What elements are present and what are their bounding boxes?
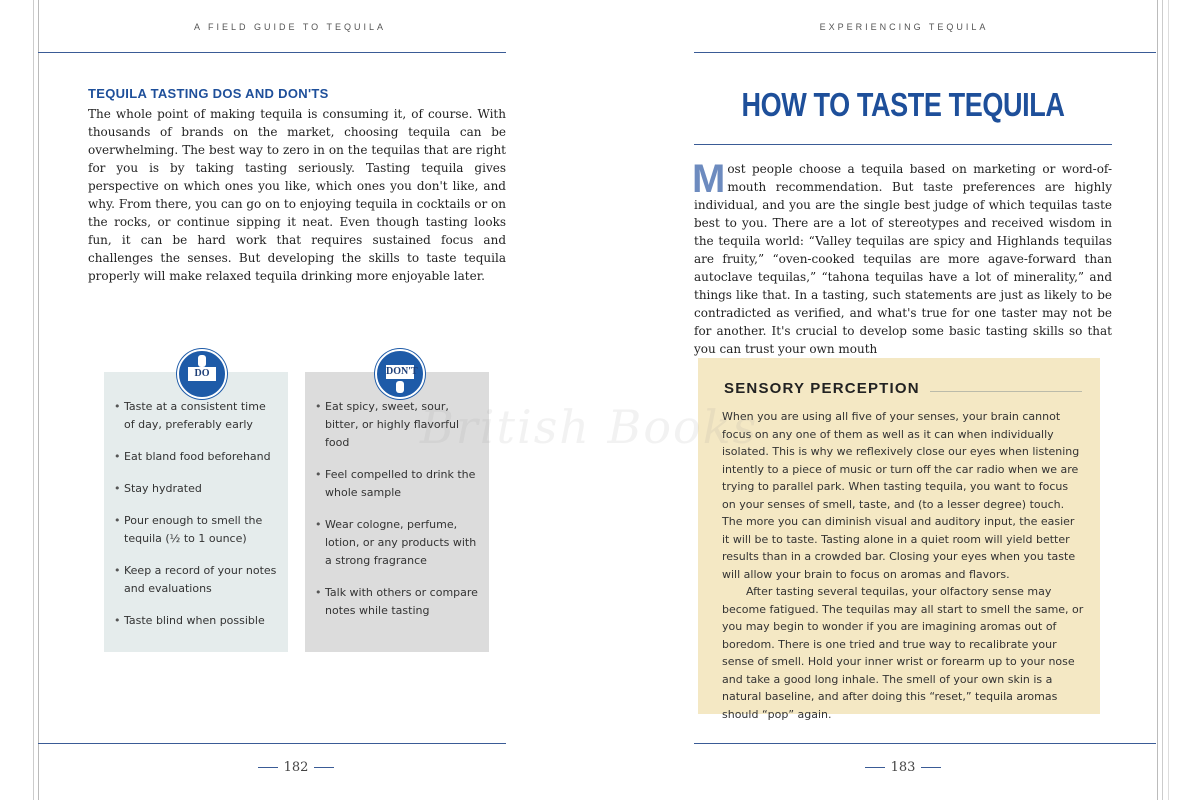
do-item: • Taste at a consistent time of day, preferably early: [116, 398, 278, 434]
do-item: • Taste blind when possible: [116, 612, 278, 630]
dont-badge-label: DON'T: [386, 366, 418, 377]
left-header-rule: [38, 52, 506, 53]
thumbs-down-icon: [375, 349, 425, 399]
sidebar-text: [722, 408, 1084, 723]
watermark: British Books: [420, 400, 759, 454]
do-card: [104, 372, 288, 652]
do-badge-label: DO: [188, 367, 216, 381]
right-running-head: EXPERIENCING TEQUILA: [819, 22, 989, 32]
right-body-text: [692, 157, 1112, 358]
left-section-heading: TEQUILA TASTING DOS AND DON'TS: [88, 86, 329, 101]
sidebar-paragraph: When you are using all five of your senses, your brain cannot focus on any one of them as well as it can when individually isolated. This is why we reflexively close our eyes when listening intently to a piece of music or turn off the car radio when we are trying to parallel park. When tasting tequila, you want to focus on your senses of smell, taste, and (to a lesser degree) touch. The more you can diminish visual and auditory input, the easier it will be to taste. Tasting alone in a quiet room will yield better results than in a crowded bar. Closing your eyes when you taste will allow your brain to focus on aromas and flavors.: [722, 410, 1080, 581]
left-page-number-text: 182: [283, 760, 309, 775]
left-body-text: The whole point of making tequila is consuming it, of course. With thousands of brands on the market, choosing tequila can be overwhelming. The best way to zero in on the tequilas that are right for you is by taking tasting seriously. Tasting tequila gives perspective on which ones you like, which ones you don't like, and why. From there, you can go on to enjoying tequila in cocktails or on the rocks, or continue sipping it neat. Even though tasting looks fun, it can be hard work that requires sustained focus and challenges the senses. But developing the skills to taste tequila properly will make relaxed tequila drinking more enjoyable later.: [88, 107, 506, 283]
left-page-edge: [0, 0, 39, 800]
do-item: • Eat bland food beforehand: [116, 448, 278, 466]
right-page-edge: [1157, 0, 1200, 800]
do-item: • Pour enough to smell the tequila (½ to 1 ounce): [116, 512, 278, 548]
dont-item: • Wear cologne, perfume, lotion, or any products with a strong fragrance: [317, 516, 479, 570]
do-item: • Stay hydrated: [116, 480, 278, 498]
page-title: HOW TO TASTE TEQUILA: [741, 86, 1065, 123]
thumbs-up-icon: [177, 349, 227, 399]
left-footer-rule: [38, 743, 506, 744]
do-list: [104, 372, 288, 630]
right-body-content: ost people choose a tequila based on marketing or word-of-mouth recommendation. But taste preferences are highly individual, and you are the single best judge of which tequilas taste best to you. There are a lot of stereotypes and received wisdom in the tequila world: “Valley tequilas are spicy and Highlands tequilas are fruity,” “oven-cooked tequilas are more agave-forward than autoclave tequilas,” “tahona tequilas have a lot of minerality,” and things like that. In a tasting, such statements are just as likely to be contradicted as verified, and what's true for one taster may not be for another. It's crucial to develop some basic tasting skills so that you can trust your own mouth: [694, 162, 1112, 356]
sidebar-title-rule: [930, 391, 1082, 392]
right-footer-rule: [694, 743, 1156, 744]
dont-item: • Talk with others or compare notes while tasting: [317, 584, 479, 620]
thumb-down-shape: [396, 381, 404, 393]
dont-item: • Feel compelled to drink the whole sample: [317, 466, 479, 502]
drop-cap: M: [692, 157, 726, 201]
right-page-number-text: 183: [890, 760, 916, 775]
sidebar-paragraph: After tasting several tequilas, your olfactory sense may become fatigued. The tequilas may all start to smell the same, or you may begin to wonder if you are imagining aromas out of boredom. There is one tried and true way to recalibrate your sense of smell. Hold your inner wrist or forearm up to your nose and take a good long inhale. The smell of your own skin is a natural baseline, and after doing this “reset,” tequila aromas should “pop” again.: [722, 585, 1084, 721]
left-page-number: [246, 760, 346, 775]
left-running-head: A FIELD GUIDE TO TEQUILA: [193, 22, 387, 32]
sensory-perception-sidebar: [702, 362, 1096, 721]
right-page-number: [853, 760, 953, 775]
right-header-rule: [694, 52, 1156, 53]
dont-item: • Eat spicy, sweet, sour, bitter, or highly flavorful food: [317, 398, 479, 452]
thumb-up-shape: [198, 355, 206, 367]
title-underline: [694, 144, 1112, 145]
sidebar-title: SENSORY PERCEPTION: [724, 380, 920, 397]
do-item: • Keep a record of your notes and evaluations: [116, 562, 278, 598]
